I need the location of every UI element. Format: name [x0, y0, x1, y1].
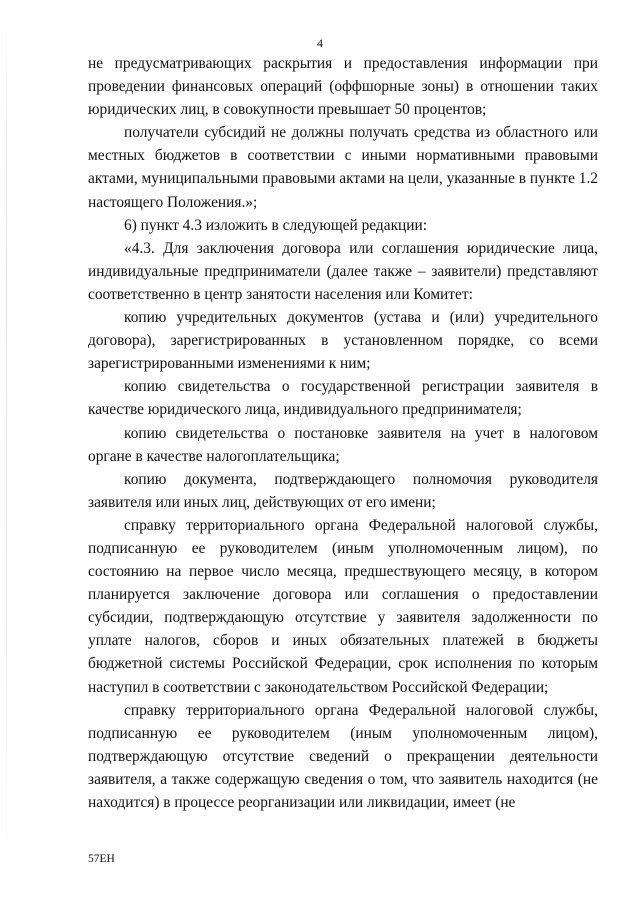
paragraph-6: копию свидетельства о государственной регистрации заявителя в качестве юридического лица, индивидуального предпринимателя;	[88, 378, 598, 419]
document-body	[88, 52, 598, 814]
paragraph-10: справку территориального органа Федеральной налоговой службы, подписанную ее руководителем (иным уполномоченным лицом), подтверждающую отсутствие сведений о прекращении деятельности заявителя, а также содержащую сведения о том, что заявитель находится (не находится) в процессе реорганизации или ликвидации, имеет (не	[88, 701, 598, 811]
paragraph-4: «4.3. Для заключения договора или соглашения юридические лица, индивидуальные предприниматели (далее также – заявители) представляют соответственно в центр занятости населения или Комитет:	[88, 239, 598, 303]
page-number: 4	[317, 36, 323, 50]
paragraph-7: копию свидетельства о постановке заявителя на учет в налоговом органе в качестве налогоплательщика;	[88, 424, 598, 465]
paragraph-1: не предусматривающих раскрытия и предоставления информации при проведении финансовых операций (оффшорные зоны) в отношении таких юридических лиц, в совокупности превышает 50 процентов;	[88, 55, 598, 119]
scan-edge-shadow	[6, 0, 7, 905]
document-code: 57ЕН	[88, 853, 115, 865]
paragraph-2: получатели субсидий не должны получать средства из областного или местных бюджетов в соответствии с иными нормативными правовыми актами, муниципальными правовыми актами на цели, указанные в пункте 1.2 настоящего Положения.»;	[88, 124, 598, 211]
paragraph-9: справку территориального органа Федеральной налоговой службы, подписанную ее руководителем (иным уполномоченным лицом), по состоянию на первое число месяца, предшествующего месяцу, в котором планируется заключение договора или соглашения о предоставлении субсидии, подтверждающую отсутствие у заявителя задолженности по уплате налогов, сборов и иных обязательных платежей в бюджеты бюджетной системы Российской Федерации, срок исполнения по которым наступил в соответствии с законодательством Российской Федерации;	[88, 516, 598, 696]
paragraph-5: копию учредительных документов (устава и (или) учредительного договора), зарегистрированных в установленном порядке, со всеми зарегистрированными изменениями к ним;	[88, 309, 598, 373]
paragraph-3: 6) пункт 4.3 изложить в следующей редакции:	[124, 216, 428, 234]
paragraph-8: копию документа, подтверждающего полномочия руководителя заявителя или иных лиц, действующих от его имени;	[88, 470, 598, 511]
